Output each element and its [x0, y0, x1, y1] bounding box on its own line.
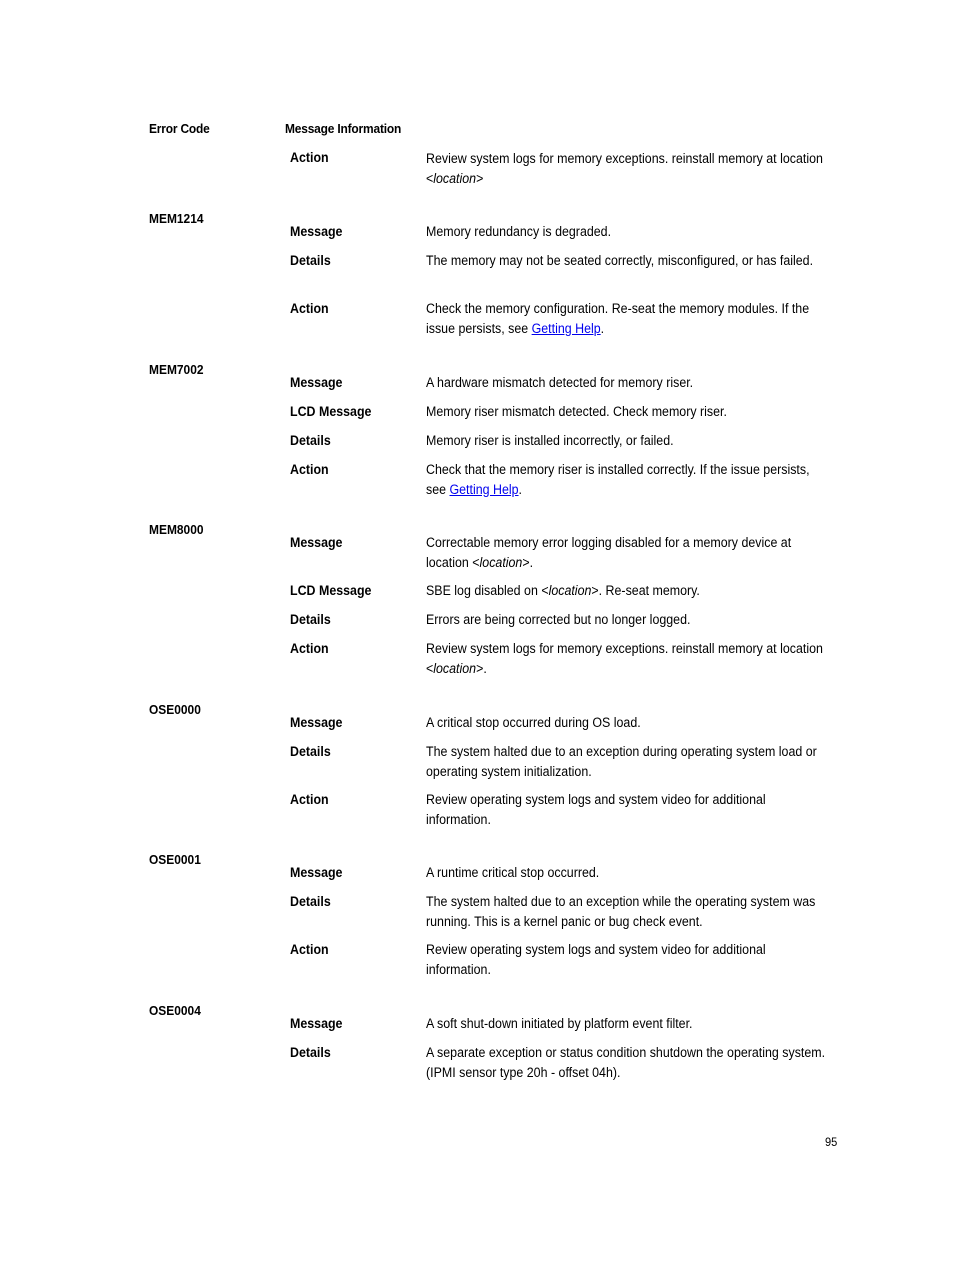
details-text: A separate exception or status condition shutdown the operating system. (IPMI sensor type 20h - offset 04h). [426, 1045, 826, 1080]
column-header-error-code: Error Code [149, 121, 210, 136]
message-label: Message [290, 715, 343, 730]
error-code-mem1214: MEM1214 [149, 211, 204, 226]
lcd-message-label: LCD Message [290, 404, 372, 419]
error-code-mem7002: MEM7002 [149, 362, 204, 377]
details-label: Details [290, 744, 331, 759]
details-label: Details [290, 612, 331, 627]
action-label: Action [290, 150, 329, 165]
details-text: Memory riser is installed incorrectly, or failed. [426, 433, 674, 448]
action-text: Check the memory configuration. Re-seat the memory modules. If the issue persists, see Getting Help. [426, 301, 810, 336]
column-header-message-information: Message Information [285, 121, 402, 136]
details-text: The memory may not be seated correctly, misconfigured, or has failed. [426, 253, 814, 268]
action-label: Action [290, 942, 329, 957]
action-text: Check that the memory riser is installed correctly. If the issue persists, see Getting Help. [426, 462, 810, 497]
details-label: Details [290, 253, 331, 268]
details-text: Errors are being corrected but no longer logged. [426, 612, 691, 627]
details-text: The system halted due to an exception during operating system load or operating system initialization. [426, 744, 817, 779]
message-text: Memory redundancy is degraded. [426, 224, 612, 239]
error-code-ose0001: OSE0001 [149, 852, 201, 867]
action-label: Action [290, 792, 329, 807]
action-text: Review system logs for memory exceptions. reinstall memory at location <location>. [426, 641, 823, 676]
error-code-mem8000: MEM8000 [149, 522, 204, 537]
page-number: 95 [825, 1135, 838, 1149]
message-label: Message [290, 224, 343, 239]
getting-help-link[interactable]: Getting Help [449, 481, 519, 497]
message-text: Correctable memory error logging disabled for a memory device at location <location>. [426, 535, 792, 570]
message-label: Message [290, 375, 343, 390]
details-text: The system halted due to an exception while the operating system was running. This is a kernel panic or bug check event. [426, 894, 816, 929]
getting-help-link[interactable]: Getting Help [531, 320, 601, 336]
message-text: A critical stop occurred during OS load. [426, 715, 641, 730]
lcd-message-label: LCD Message [290, 583, 372, 598]
lcd-message-text: SBE log disabled on <location>. Re-seat memory. [426, 583, 700, 598]
error-code-ose0004: OSE0004 [149, 1003, 201, 1018]
message-label: Message [290, 1016, 343, 1031]
message-text: A runtime critical stop occurred. [426, 865, 600, 880]
message-label: Message [290, 535, 343, 550]
lcd-message-text: Memory riser mismatch detected. Check memory riser. [426, 404, 727, 419]
action-text: Review system logs for memory exceptions. reinstall memory at location <location> [426, 151, 823, 186]
message-label: Message [290, 865, 343, 880]
details-label: Details [290, 433, 331, 448]
details-label: Details [290, 1045, 331, 1060]
details-label: Details [290, 894, 331, 909]
action-label: Action [290, 301, 329, 316]
action-label: Action [290, 641, 329, 656]
action-text: Review operating system logs and system video for additional information. [426, 942, 766, 977]
message-text: A soft shut-down initiated by platform event filter. [426, 1016, 693, 1031]
error-code-ose0000: OSE0000 [149, 702, 201, 717]
action-label: Action [290, 462, 329, 477]
action-text: Review operating system logs and system video for additional information. [426, 792, 766, 827]
message-text: A hardware mismatch detected for memory riser. [426, 375, 694, 390]
